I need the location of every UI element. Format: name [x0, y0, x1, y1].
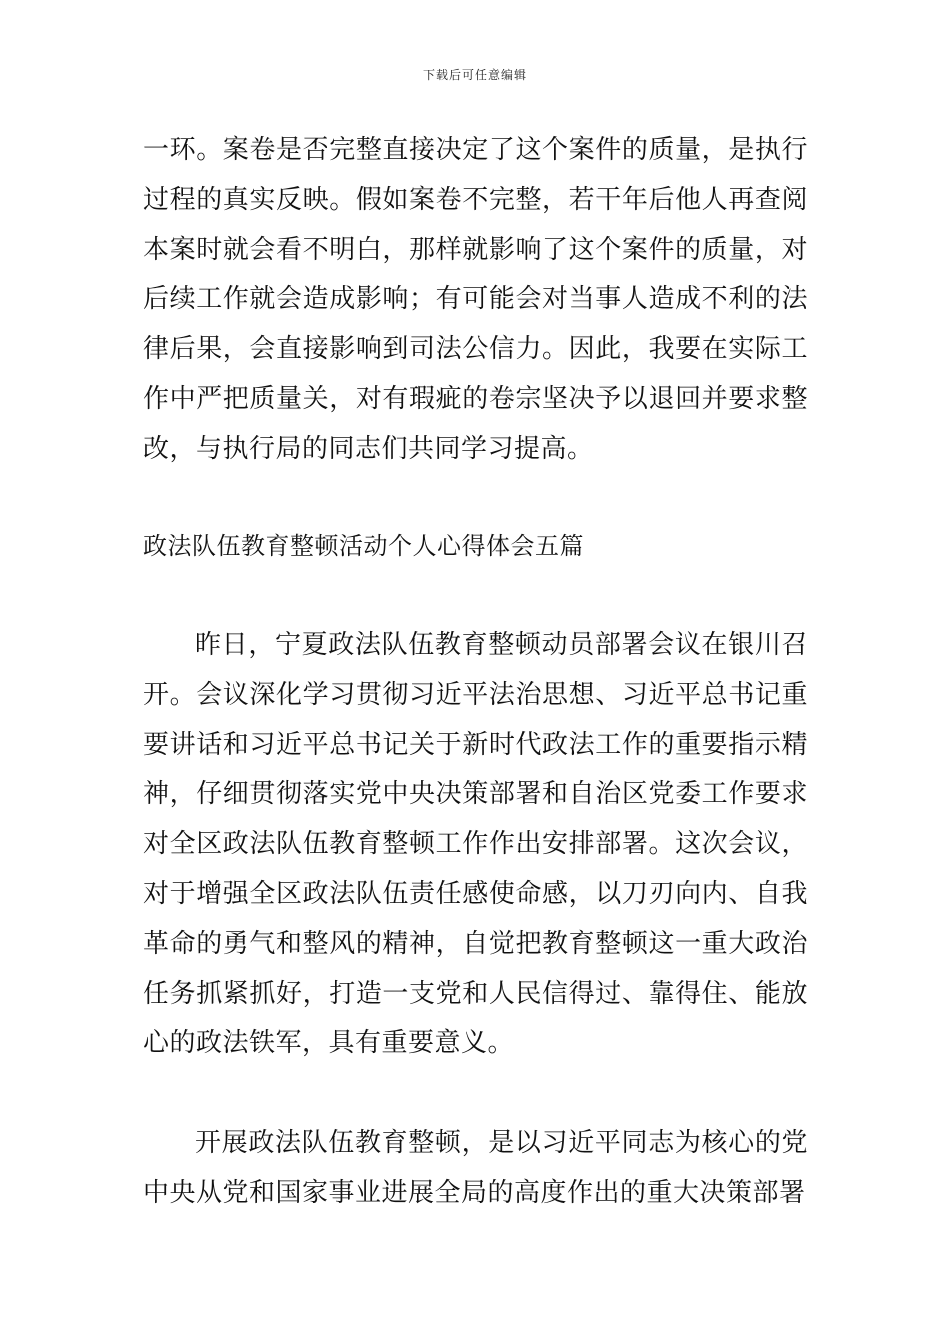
paragraph-1: 一环。案卷是否完整直接决定了这个案件的质量，是执行过程的真实反映。假如案卷不完整，若干年后他人再查阅本案时就会看不明白，那样就影响了这个案件的质量，对后续工作就会造成影响；有可能会对当事人造成不利的法律后果，会直接影响到司法公信力。因此，我要在实际工作中严把质量关，对有瑕疵的卷宗坚决予以退回并要求整改，与执行局的同志们共同学习提高。: [143, 135, 808, 464]
section-title: 政法队伍教育整顿活动个人心得体会五篇: [143, 532, 584, 560]
header-note: 下载后可任意编辑: [422, 68, 527, 82]
paragraph-3: 开展政法队伍教育整顿，是以习近平同志为核心的党中央从党和国家事业进展全局的高度作出的重大决策部署: [143, 1128, 808, 1208]
paragraph-2: 昨日，宁夏政法队伍教育整顿动员部署会议在银川召开。会议深化学习贯彻习近平法治思想、习近平总书记重要讲话和习近平总书记关于新时代政法工作的重要指示精神，仔细贯彻落实党中央决策部署和自治区党委工作要求对全区政法队伍教育整顿工作作出安排部署。这次会议，对于增强全区政法队伍责任感使命感，以刀刃向内、自我革命的勇气和整风的精神，自觉把教育整顿这一重大政治任务抓紧抓好，打造一支党和人民信得过、靠得住、能放心的政法铁军，具有重要意义。: [143, 630, 808, 1059]
